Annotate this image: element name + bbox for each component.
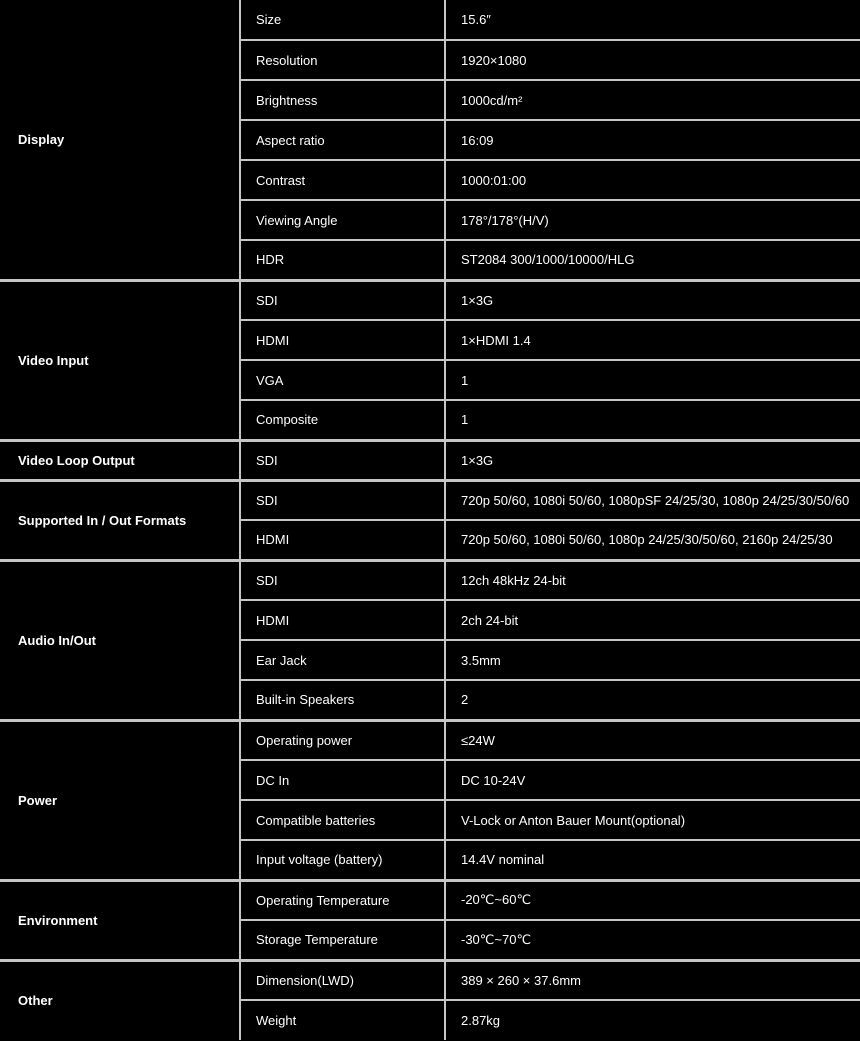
attribute-cell: DC In: [240, 760, 445, 800]
attribute-cell: HDMI: [240, 520, 445, 560]
attribute-cell: Resolution: [240, 40, 445, 80]
value-cell: 1920×1080: [445, 40, 860, 80]
spec-row: [0, 0, 860, 40]
value-cell: 389 × 260 × 37.6mm: [445, 960, 860, 1000]
attribute-cell: SDI: [240, 280, 445, 320]
value-cell: -20℃~60℃: [445, 880, 860, 920]
category-cell: Audio In/Out: [0, 560, 240, 720]
value-cell: 2: [445, 680, 860, 720]
attribute-cell: Brightness: [240, 80, 445, 120]
attribute-cell: Contrast: [240, 160, 445, 200]
category-cell: Video Input: [0, 280, 240, 440]
attribute-cell: Viewing Angle: [240, 200, 445, 240]
value-cell: ≤24W: [445, 720, 860, 760]
attribute-cell: Compatible batteries: [240, 800, 445, 840]
value-cell: 720p 50/60, 1080i 50/60, 1080pSF 24/25/30, 1080p 24/25/30/50/60: [445, 480, 860, 520]
value-cell: 2ch 24-bit: [445, 600, 860, 640]
category-cell: Supported In / Out Formats: [0, 480, 240, 560]
spec-row: [0, 440, 860, 480]
value-cell: 720p 50/60, 1080i 50/60, 1080p 24/25/30/50/60, 2160p 24/25/30: [445, 520, 860, 560]
value-cell: 1×3G: [445, 280, 860, 320]
value-cell: 12ch 48kHz 24-bit: [445, 560, 860, 600]
value-cell: 1×HDMI 1.4: [445, 320, 860, 360]
attribute-cell: Input voltage (battery): [240, 840, 445, 880]
category-cell: Display: [0, 0, 240, 280]
attribute-cell: Ear Jack: [240, 640, 445, 680]
value-cell: -30℃~70℃: [445, 920, 860, 960]
spec-row: [0, 280, 860, 320]
value-cell: 178°/178°(H/V): [445, 200, 860, 240]
category-cell: Environment: [0, 880, 240, 960]
value-cell: 15.6″: [445, 0, 860, 40]
attribute-cell: Operating power: [240, 720, 445, 760]
attribute-cell: SDI: [240, 560, 445, 600]
category-cell: Video Loop Output: [0, 440, 240, 480]
value-cell: 16:09: [445, 120, 860, 160]
spec-row: [0, 560, 860, 600]
value-cell: DC 10-24V: [445, 760, 860, 800]
value-cell: V-Lock or Anton Bauer Mount(optional): [445, 800, 860, 840]
attribute-cell: Storage Temperature: [240, 920, 445, 960]
attribute-cell: HDMI: [240, 600, 445, 640]
attribute-cell: Dimension(LWD): [240, 960, 445, 1000]
attribute-cell: Built-in Speakers: [240, 680, 445, 720]
attribute-cell: Size: [240, 0, 445, 40]
value-cell: 1000cd/m²: [445, 80, 860, 120]
category-cell: Other: [0, 960, 240, 1040]
spec-row: [0, 720, 860, 760]
attribute-cell: HDMI: [240, 320, 445, 360]
spec-row: [0, 960, 860, 1000]
spec-row: [0, 880, 860, 920]
attribute-cell: HDR: [240, 240, 445, 280]
attribute-cell: Operating Temperature: [240, 880, 445, 920]
value-cell: ST2084 300/1000/10000/HLG: [445, 240, 860, 280]
attribute-cell: Aspect ratio: [240, 120, 445, 160]
value-cell: 1×3G: [445, 440, 860, 480]
value-cell: 2.87kg: [445, 1000, 860, 1040]
value-cell: 1: [445, 360, 860, 400]
attribute-cell: SDI: [240, 440, 445, 480]
value-cell: 1000:01:00: [445, 160, 860, 200]
attribute-cell: Weight: [240, 1000, 445, 1040]
attribute-cell: SDI: [240, 480, 445, 520]
category-cell: Power: [0, 720, 240, 880]
value-cell: 1: [445, 400, 860, 440]
value-cell: 3.5mm: [445, 640, 860, 680]
attribute-cell: Composite: [240, 400, 445, 440]
value-cell: 14.4V nominal: [445, 840, 860, 880]
spec-row: [0, 480, 860, 520]
attribute-cell: VGA: [240, 360, 445, 400]
